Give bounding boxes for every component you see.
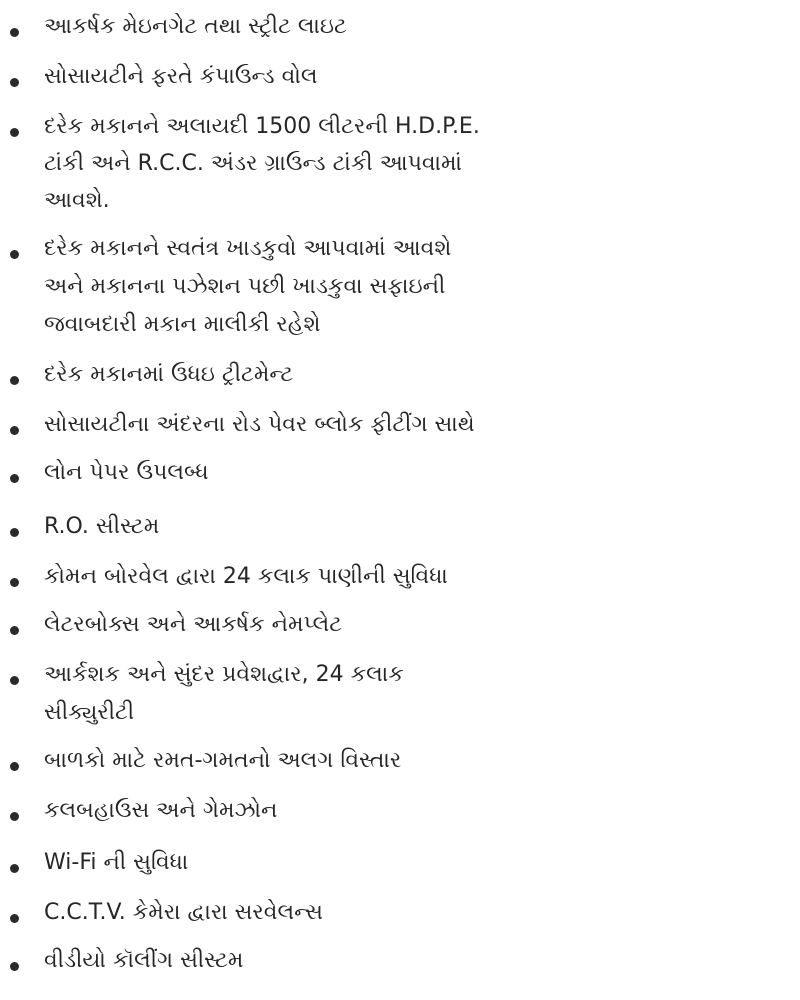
- bullet-icon: [10, 474, 19, 483]
- amenity-text: સોસાયટીના અંદરના રોડ પેવર બ્લોક ફીટીંગ સાથે: [44, 412, 475, 437]
- amenity-text: સીક્યુરીટી: [44, 700, 135, 725]
- amenity-text: Wi-Fi ની સુવિધા: [44, 850, 189, 875]
- amenity-text: બાળકો માટે રમત-ગમતનો અલગ વિસ્તાર: [44, 748, 402, 773]
- bullet-icon: [10, 528, 19, 537]
- amenity-text: લેટરબોક્સ અને આકર્ષક નેમપ્લેટ: [44, 612, 343, 637]
- amenity-text: દરેક મકાનમાં ઉધઇ ટ્રીટમેન્ટ: [44, 362, 294, 387]
- amenity-text: વીડીયો કૉલીંગ સીસ્ટમ: [44, 948, 244, 973]
- amenity-text: અને મકાનના પઝેશન પછી ખાડકુવા સફાઇની: [44, 274, 446, 299]
- amenity-text: ટાંકી અને R.C.C. અંડર ગ્રાઉન્ડ ટાંકી આપવામાં: [44, 151, 462, 176]
- bullet-icon: [10, 864, 19, 873]
- bullet-icon: [10, 812, 19, 821]
- bullet-icon: [10, 914, 19, 923]
- bullet-icon: [10, 250, 19, 259]
- bullet-icon: [10, 962, 19, 971]
- amenity-text: કોમન બોરવેલ દ્વારા 24 કલાક પાણીની સુવિધા: [44, 564, 448, 589]
- amenity-text: આવશે.: [44, 188, 110, 213]
- amenity-text: દરેક મકાનને અલાયદી 1500 લીટરની H.D.P.E.: [44, 114, 480, 139]
- amenity-text: કલબહાઉસ અને ગેમઝોન: [44, 798, 278, 823]
- amenity-text: જવાબદારી મકાન માલીકી રહેશે: [44, 312, 321, 337]
- bullet-icon: [10, 28, 19, 37]
- bullet-icon: [10, 578, 19, 587]
- amenity-text: આર્કશક અને સુંદર પ્રવેશદ્વાર, 24 કલાક: [44, 662, 404, 687]
- bullet-icon: [10, 762, 19, 771]
- amenity-text: C.C.T.V. કેમેરા દ્વારા સરવેલન્સ: [44, 900, 323, 925]
- amenity-text: R.O. સીસ્ટમ: [44, 514, 160, 539]
- amenity-text: સોસાયટીને ફરતે કંપાઉન્ડ વોલ: [44, 64, 318, 89]
- bullet-icon: [10, 426, 19, 435]
- bullet-icon: [10, 376, 19, 385]
- bullet-icon: [10, 626, 19, 635]
- amenity-text: લોન પેપર ઉપલબ્ધ: [44, 460, 209, 485]
- bullet-icon: [10, 78, 19, 87]
- amenity-text: દરેક મકાનને સ્વતંત્ર ખાડકુવો આપવામાં આવશે: [44, 236, 452, 261]
- bullet-icon: [10, 676, 19, 685]
- amenity-text: આકર્ષક મેઇનગેટ તથા સ્ટ્રીટ લાઇટ: [44, 14, 347, 39]
- bullet-icon: [10, 128, 19, 137]
